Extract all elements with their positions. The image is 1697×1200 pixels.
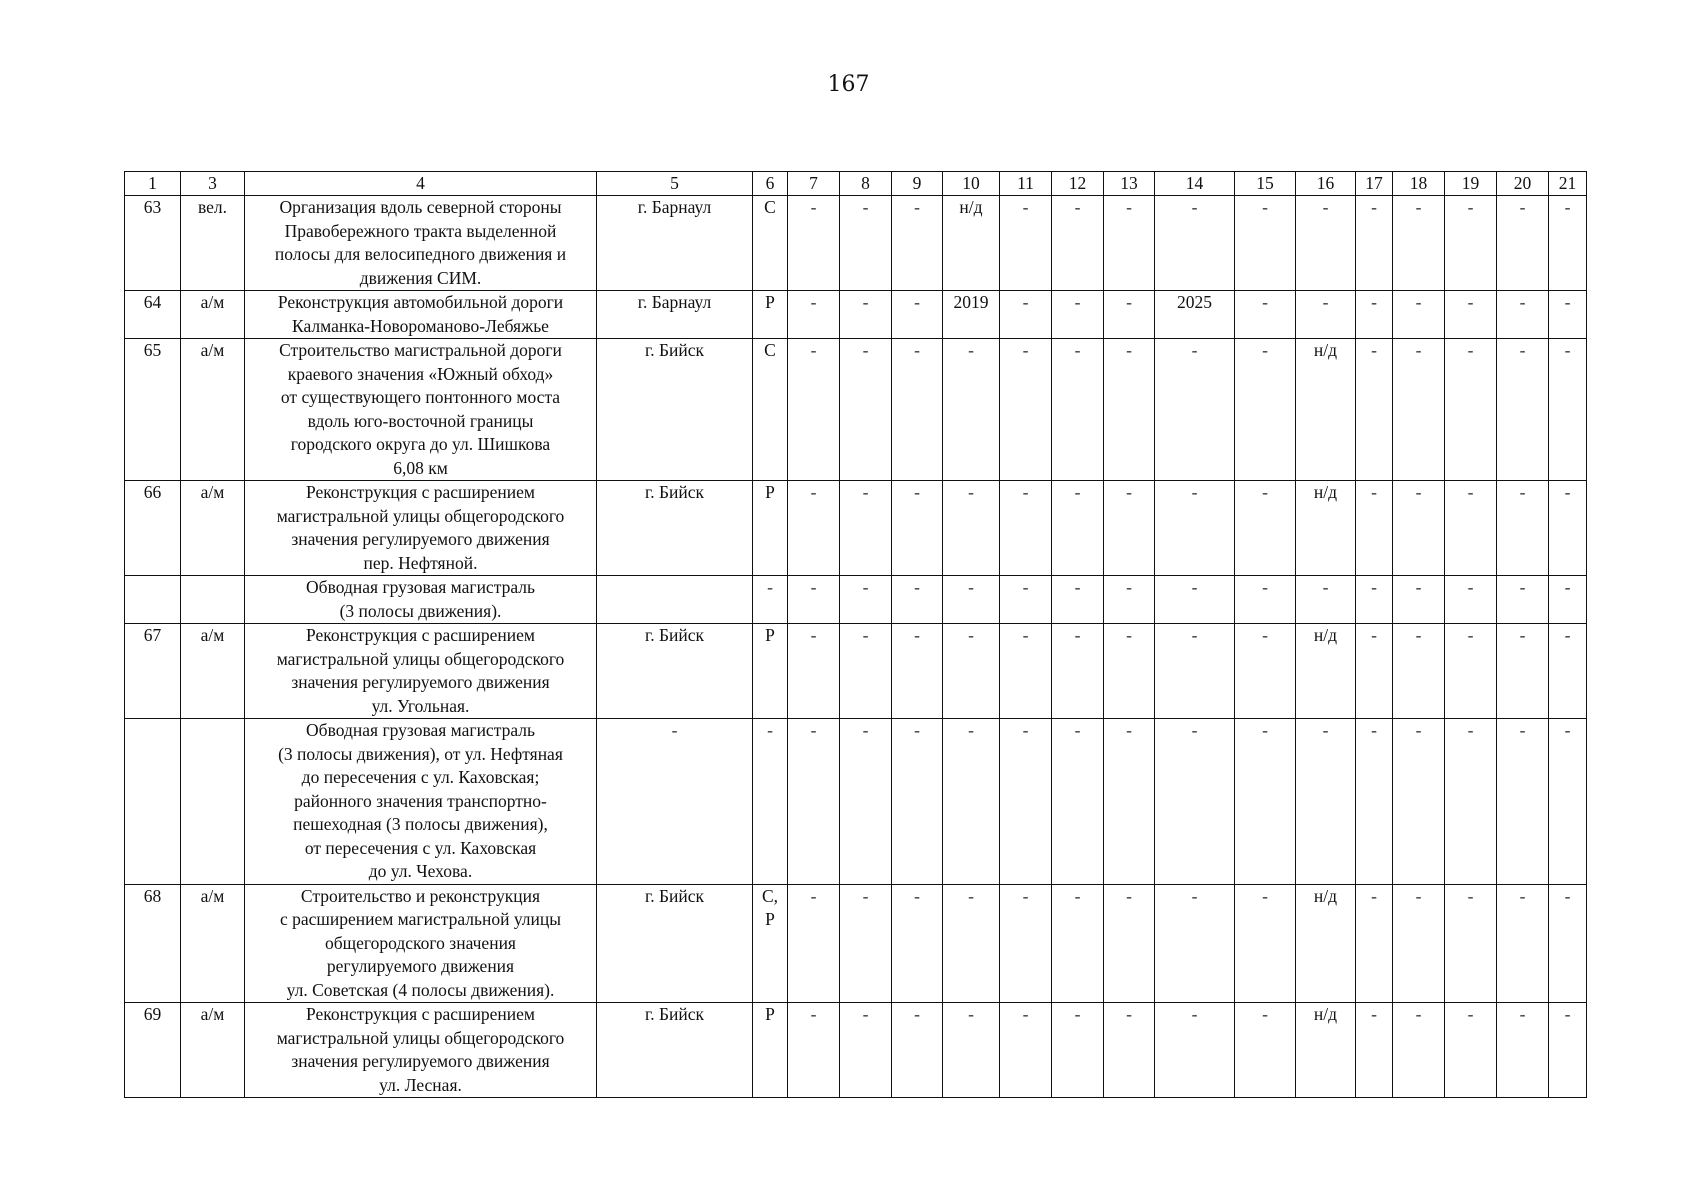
value-cell: - xyxy=(1000,196,1052,291)
row-number-cell: 65 xyxy=(125,339,181,481)
value-cell: - xyxy=(1549,1003,1587,1098)
column-header: 3 xyxy=(181,172,245,196)
value-cell: - xyxy=(943,884,1000,1003)
row-number-cell: 66 xyxy=(125,481,181,576)
value-cell: - xyxy=(892,884,943,1003)
value-cell: - xyxy=(1549,291,1587,339)
value-cell: - xyxy=(1235,339,1296,481)
value-cell: - xyxy=(1296,576,1356,624)
value-cell: - xyxy=(840,339,892,481)
value-cell: - xyxy=(1104,291,1155,339)
value-cell: - xyxy=(892,196,943,291)
column-header: 5 xyxy=(597,172,753,196)
value-cell: - xyxy=(1497,624,1549,719)
work-type-cell: - xyxy=(753,576,788,624)
value-cell: - xyxy=(892,291,943,339)
value-cell: - xyxy=(1155,884,1235,1003)
value-cell: - xyxy=(1356,719,1393,885)
value-cell: - xyxy=(1155,719,1235,885)
value-cell: - xyxy=(1000,624,1052,719)
value-cell: - xyxy=(788,481,840,576)
transport-type-cell: а/м xyxy=(181,1003,245,1098)
value-cell: - xyxy=(1155,576,1235,624)
row-number-cell: 67 xyxy=(125,624,181,719)
location-cell: - xyxy=(597,719,753,885)
value-cell: - xyxy=(788,339,840,481)
value-cell: - xyxy=(892,1003,943,1098)
description-cell: Организация вдоль северной стороны Правобережного тракта выделенной полосы для велосипедного движения и движения СИМ. xyxy=(245,196,597,291)
value-cell: - xyxy=(1393,884,1445,1003)
column-header: 8 xyxy=(840,172,892,196)
table-row xyxy=(125,719,1587,885)
value-cell: н/д xyxy=(943,196,1000,291)
value-cell: - xyxy=(1052,291,1104,339)
value-cell: - xyxy=(1000,291,1052,339)
row-number-cell: 69 xyxy=(125,1003,181,1098)
value-cell: - xyxy=(1000,1003,1052,1098)
value-cell: - xyxy=(840,576,892,624)
work-type-cell: - xyxy=(753,719,788,885)
row-number-cell: 68 xyxy=(125,884,181,1003)
value-cell: н/д xyxy=(1296,339,1356,481)
value-cell: - xyxy=(1356,339,1393,481)
description-cell: Реконструкция автомобильной дороги Калманка-Новороманово-Лебяжье xyxy=(245,291,597,339)
value-cell: - xyxy=(1497,196,1549,291)
location-cell: г. Бийск xyxy=(597,884,753,1003)
column-header: 18 xyxy=(1393,172,1445,196)
value-cell: - xyxy=(1235,884,1296,1003)
value-cell: - xyxy=(1235,481,1296,576)
value-cell: - xyxy=(1393,339,1445,481)
work-type-cell: Р xyxy=(753,481,788,576)
value-cell: - xyxy=(1356,196,1393,291)
description-cell: Реконструкция с расширением магистральной улицы общегородского значения регулируемого движения пер. Нефтяной. xyxy=(245,481,597,576)
table-row xyxy=(125,624,1587,719)
value-cell: - xyxy=(1155,339,1235,481)
value-cell: - xyxy=(1104,576,1155,624)
location-cell xyxy=(597,576,753,624)
value-cell: - xyxy=(892,576,943,624)
location-cell: г. Бийск xyxy=(597,339,753,481)
value-cell: - xyxy=(1549,196,1587,291)
row-number-cell xyxy=(125,719,181,885)
value-cell: - xyxy=(1445,624,1497,719)
table-body xyxy=(125,196,1587,1098)
value-cell: - xyxy=(1445,1003,1497,1098)
roads-table xyxy=(124,171,1587,1098)
description-cell: Реконструкция с расширением магистральной улицы общегородского значения регулируемого движения ул. Угольная. xyxy=(245,624,597,719)
value-cell: - xyxy=(1296,196,1356,291)
column-header: 14 xyxy=(1155,172,1235,196)
transport-type-cell: а/м xyxy=(181,624,245,719)
location-cell: г. Бийск xyxy=(597,1003,753,1098)
value-cell: - xyxy=(840,1003,892,1098)
transport-type-cell: а/м xyxy=(181,481,245,576)
column-header: 15 xyxy=(1235,172,1296,196)
value-cell: - xyxy=(1235,719,1296,885)
value-cell: - xyxy=(1000,576,1052,624)
value-cell: - xyxy=(1445,291,1497,339)
table-row xyxy=(125,576,1587,624)
value-cell: - xyxy=(788,624,840,719)
transport-type-cell: вел. xyxy=(181,196,245,291)
value-cell: - xyxy=(1155,624,1235,719)
value-cell: - xyxy=(1497,481,1549,576)
column-header: 12 xyxy=(1052,172,1104,196)
value-cell: - xyxy=(1393,196,1445,291)
transport-type-cell: а/м xyxy=(181,884,245,1003)
value-cell: - xyxy=(943,339,1000,481)
value-cell: - xyxy=(1235,196,1296,291)
value-cell: - xyxy=(788,291,840,339)
value-cell: - xyxy=(943,624,1000,719)
column-header: 1 xyxy=(125,172,181,196)
transport-type-cell xyxy=(181,719,245,885)
value-cell: - xyxy=(1393,719,1445,885)
value-cell: - xyxy=(1235,291,1296,339)
value-cell: - xyxy=(788,576,840,624)
value-cell: 2025 xyxy=(1155,291,1235,339)
value-cell: - xyxy=(840,481,892,576)
value-cell: - xyxy=(1445,576,1497,624)
value-cell: - xyxy=(1052,576,1104,624)
value-cell: - xyxy=(1356,1003,1393,1098)
value-cell: - xyxy=(1497,719,1549,885)
page-number: 167 xyxy=(827,72,870,97)
value-cell: - xyxy=(943,481,1000,576)
value-cell: - xyxy=(1356,624,1393,719)
value-cell: - xyxy=(1052,481,1104,576)
value-cell: - xyxy=(1356,884,1393,1003)
table-row xyxy=(125,481,1587,576)
value-cell: - xyxy=(1549,884,1587,1003)
table-row xyxy=(125,196,1587,291)
value-cell: н/д xyxy=(1296,1003,1356,1098)
value-cell: - xyxy=(1445,884,1497,1003)
value-cell: - xyxy=(1000,884,1052,1003)
value-cell: - xyxy=(1393,481,1445,576)
work-type-cell: С, Р xyxy=(753,884,788,1003)
value-cell: - xyxy=(1549,719,1587,885)
value-cell: - xyxy=(1356,576,1393,624)
table-row xyxy=(125,339,1587,481)
column-header: 9 xyxy=(892,172,943,196)
value-cell: - xyxy=(1235,624,1296,719)
description-cell: Строительство магистральной дороги краевого значения «Южный обход» от существующего понтонного моста вдоль юго-восточной границы городского округа до ул. Шишкова 6,08 км xyxy=(245,339,597,481)
value-cell: - xyxy=(1296,291,1356,339)
description-cell: Обводная грузовая магистраль (3 полосы движения), от ул. Нефтяная до пересечения с ул. Каховская; районного значения транспортно- пешеходная (3 полосы движения), от пересечения с ул. Каховская до ул. Чехова. xyxy=(245,719,597,885)
column-header: 13 xyxy=(1104,172,1155,196)
description-cell: Строительство и реконструкция с расширением магистральной улицы общегородского значения регулируемого движения ул. Советская (4 полосы движения). xyxy=(245,884,597,1003)
column-header: 19 xyxy=(1445,172,1497,196)
table-row xyxy=(125,884,1587,1003)
value-cell: - xyxy=(892,481,943,576)
transport-type-cell: а/м xyxy=(181,291,245,339)
value-cell: - xyxy=(1104,884,1155,1003)
row-number-cell: 63 xyxy=(125,196,181,291)
column-header: 7 xyxy=(788,172,840,196)
table-header xyxy=(125,172,1587,196)
row-number-cell xyxy=(125,576,181,624)
value-cell: - xyxy=(892,339,943,481)
value-cell: - xyxy=(1000,339,1052,481)
row-number-cell: 64 xyxy=(125,291,181,339)
value-cell: - xyxy=(788,1003,840,1098)
value-cell: - xyxy=(1235,1003,1296,1098)
column-header: 4 xyxy=(245,172,597,196)
value-cell: - xyxy=(1497,884,1549,1003)
value-cell: - xyxy=(788,719,840,885)
value-cell: 2019 xyxy=(943,291,1000,339)
location-cell: г. Барнаул xyxy=(597,196,753,291)
column-header: 21 xyxy=(1549,172,1587,196)
value-cell: - xyxy=(788,884,840,1003)
value-cell: - xyxy=(1445,481,1497,576)
value-cell: - xyxy=(1549,481,1587,576)
work-type-cell: Р xyxy=(753,291,788,339)
value-cell: - xyxy=(1445,719,1497,885)
column-header: 11 xyxy=(1000,172,1052,196)
value-cell: - xyxy=(840,624,892,719)
value-cell: - xyxy=(1296,719,1356,885)
column-header: 17 xyxy=(1356,172,1393,196)
table-row xyxy=(125,291,1587,339)
value-cell: - xyxy=(1000,481,1052,576)
value-cell: - xyxy=(1155,196,1235,291)
work-type-cell: Р xyxy=(753,624,788,719)
value-cell: - xyxy=(1393,576,1445,624)
value-cell: - xyxy=(840,719,892,885)
location-cell: г. Бийск xyxy=(597,481,753,576)
value-cell: - xyxy=(1393,1003,1445,1098)
transport-type-cell: а/м xyxy=(181,339,245,481)
location-cell: г. Бийск xyxy=(597,624,753,719)
description-cell: Обводная грузовая магистраль (3 полосы движения). xyxy=(245,576,597,624)
value-cell: - xyxy=(943,1003,1000,1098)
work-type-cell: С xyxy=(753,339,788,481)
value-cell: - xyxy=(1104,196,1155,291)
value-cell: - xyxy=(840,196,892,291)
column-header: 16 xyxy=(1296,172,1356,196)
value-cell: - xyxy=(1104,624,1155,719)
value-cell: - xyxy=(1104,1003,1155,1098)
value-cell: - xyxy=(1155,1003,1235,1098)
value-cell: - xyxy=(892,624,943,719)
work-type-cell: С xyxy=(753,196,788,291)
value-cell: - xyxy=(892,719,943,885)
value-cell: - xyxy=(840,291,892,339)
work-type-cell: Р xyxy=(753,1003,788,1098)
value-cell: - xyxy=(1445,196,1497,291)
column-header: 10 xyxy=(943,172,1000,196)
column-header: 20 xyxy=(1497,172,1549,196)
location-cell: г. Барнаул xyxy=(597,291,753,339)
value-cell: - xyxy=(1393,624,1445,719)
value-cell: - xyxy=(1052,719,1104,885)
description-cell: Реконструкция с расширением магистральной улицы общегородского значения регулируемого движения ул. Лесная. xyxy=(245,1003,597,1098)
header-row xyxy=(125,172,1587,196)
value-cell: - xyxy=(1052,1003,1104,1098)
column-header: 6 xyxy=(753,172,788,196)
value-cell: - xyxy=(840,884,892,1003)
value-cell: - xyxy=(1549,576,1587,624)
table-row xyxy=(125,1003,1587,1098)
value-cell: - xyxy=(1104,339,1155,481)
value-cell: - xyxy=(1549,339,1587,481)
value-cell: - xyxy=(1155,481,1235,576)
value-cell: - xyxy=(1497,339,1549,481)
transport-type-cell xyxy=(181,576,245,624)
value-cell: - xyxy=(1235,576,1296,624)
value-cell: - xyxy=(943,576,1000,624)
value-cell: - xyxy=(1356,291,1393,339)
value-cell: - xyxy=(1356,481,1393,576)
value-cell: - xyxy=(1052,196,1104,291)
value-cell: - xyxy=(943,719,1000,885)
value-cell: н/д xyxy=(1296,481,1356,576)
value-cell: - xyxy=(1104,481,1155,576)
value-cell: - xyxy=(788,196,840,291)
value-cell: - xyxy=(1052,624,1104,719)
value-cell: - xyxy=(1000,719,1052,885)
value-cell: - xyxy=(1104,719,1155,885)
value-cell: - xyxy=(1052,884,1104,1003)
value-cell: н/д xyxy=(1296,624,1356,719)
value-cell: - xyxy=(1497,291,1549,339)
value-cell: н/д xyxy=(1296,884,1356,1003)
value-cell: - xyxy=(1445,339,1497,481)
value-cell: - xyxy=(1497,576,1549,624)
value-cell: - xyxy=(1549,624,1587,719)
value-cell: - xyxy=(1497,1003,1549,1098)
value-cell: - xyxy=(1393,291,1445,339)
value-cell: - xyxy=(1052,339,1104,481)
